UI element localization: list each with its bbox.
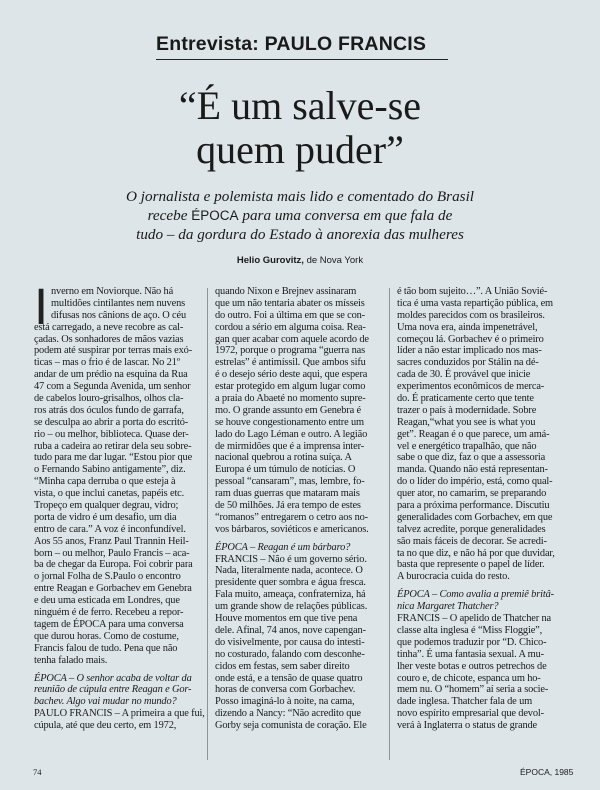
byline-place: de Nova York: [303, 255, 364, 266]
text-line: multidões cintilantes nem nuvens: [51, 297, 186, 309]
column-2-answer-2: [215, 554, 384, 732]
text-line: ram duas guerras que mataram mais: [215, 488, 360, 500]
text-line: Houve momentos em que tive pena: [215, 613, 358, 625]
text-line: 47 com a Segunda Avenida, um senhor: [34, 381, 191, 393]
text-line: basta que represente o papel de líder.: [397, 559, 545, 571]
text-line: rio – ou melhor, biblioteca. Quase der-: [34, 428, 189, 440]
text-line: entro de cara.” A voz é inconfundível.: [34, 523, 186, 535]
column-3-question-3: [397, 589, 566, 613]
text-line: o Fernando Sabino antigamente”, diz.: [34, 464, 186, 476]
text-line: do o líder do império, está, como qual-: [397, 476, 553, 488]
text-line: e deu uma esticada em Londres, que: [34, 595, 180, 607]
text-line: é tão bom sujeito…”. A União Sovié-: [397, 286, 548, 297]
text-line: born – ou melhor, Paulo Francis – aca-: [34, 547, 190, 559]
text-line: dele. Afinal, 74 anos, nove capengan-: [215, 624, 366, 636]
text-line: Posso imaginá-lo à noite, na cama,: [215, 696, 355, 708]
text-line: bachev. Algo vai mudar no mundo?: [34, 696, 177, 708]
dek: [100, 187, 500, 244]
text-line: çadas. Os sonhadores de mãos vazias: [34, 333, 184, 345]
text-line: começou lá. Gorbachev é o primeiro: [397, 333, 544, 345]
text-line: Fala muito, ameaça, confraterniza, há: [215, 589, 366, 601]
text-line: são mais fáceis de decorar. Se acredi-: [397, 535, 547, 547]
text-line: gan quer acabar com aquele acordo de: [215, 333, 369, 345]
drop-cap: I: [34, 278, 49, 335]
text-line: tagem de ÉPOCA para uma conversa: [34, 618, 184, 630]
text-line: tinha”. É uma fantasia sexual. A mu-: [397, 648, 544, 660]
byline: [0, 255, 600, 266]
text-line: sacres conduzidos por Stálin na dé-: [397, 357, 539, 369]
text-line: cordou a sério em alguma coisa. Rea-: [215, 321, 366, 333]
text-line: moldes parecidos com os brasileiros.: [397, 309, 545, 321]
text-line: que durou horas. Como de costume,: [34, 630, 179, 642]
text-line: vista, o que inclui canetas, papéis etc.: [34, 488, 185, 500]
text-line: Aos 55 anos, Franz Paul Trannin Heil-: [34, 535, 189, 547]
text-line: couro e, de chicote, espanca um ho-: [397, 672, 541, 684]
text-line: ninguém é de ferro. Recebeu a repor-: [34, 607, 184, 619]
column-3-paragraph-1: [397, 286, 566, 583]
text-line: de 50 milhões. Já era tempo de estes: [215, 500, 361, 512]
text-line: Nada, literalmente nada, acontece. O: [215, 565, 363, 577]
epoca-logo-word: ÉPOCA: [191, 208, 239, 223]
text-line: do. É praticamente certo que tente: [397, 393, 534, 405]
text-line: A burocracia cuida do resto.: [397, 571, 510, 583]
text-line: se houve congestionamento entre um: [215, 416, 364, 428]
text-line: onde está, e a tensão de quase quatro: [215, 672, 363, 684]
text-line: Reagan,“what you see is what you: [397, 416, 536, 428]
byline-author: Helio Gurovitz,: [236, 255, 304, 266]
dek-line-1: O jornalista e polemista mais lido e comentado do Brasil: [125, 188, 475, 205]
text-line: generalidades com Gorbachev, em que: [397, 511, 553, 523]
text-line: quer ator, no camarim, se preparando: [397, 488, 547, 500]
text-line: de mirmidões que é a imprensa inter-: [215, 440, 365, 452]
text-line: get”. Reagan é o que parece, um amá-: [397, 428, 550, 440]
text-line: dade inglesa. Thatcher fala de um: [397, 696, 533, 708]
text-line: vel e energético trapalhão, que não: [397, 440, 537, 452]
text-column-1: [34, 278, 205, 732]
text-line: PAULO FRANCIS – A primeira a que fui,: [34, 708, 205, 720]
text-line: nacional quebrou a rotina suíça. A: [215, 452, 352, 464]
column-1-paragraph-1: [34, 278, 203, 667]
text-line: cidos em festas, sem saber direito: [215, 660, 350, 672]
text-line: é o desejo sério deste aqui, que espera: [215, 369, 368, 381]
headline-line-1: “É um salve-se: [178, 83, 422, 128]
text-line: tica é uma vasta repartição pública, em: [397, 297, 553, 309]
text-line: quando Nixon e Brejnev assinaram: [215, 286, 357, 297]
text-column-2: [215, 286, 384, 732]
text-line: tenha falado mais.: [34, 654, 108, 666]
text-line: lher veste botas e outros petrechos de: [397, 660, 547, 672]
text-line: nverno em Noviorque. Não há: [51, 286, 174, 297]
dek-line-2: recebe ÉPOCA para uma conversa em que fala de: [147, 207, 453, 224]
text-line: Europa é um túmulo de notícias. O: [215, 464, 356, 476]
text-line: mo. O grande assunto em Genebra é: [215, 404, 361, 416]
column-divider-2: [389, 288, 390, 760]
column-3-answer-3: [397, 613, 566, 732]
text-line: que um não tentaria abater os mísseis: [215, 297, 365, 309]
text-line: andar de um prédio na esquina da Rua: [34, 369, 188, 381]
text-line: de cabelos louro-grisalhos, olhos cla-: [34, 393, 184, 405]
text-line: talvez acredite, porque generalidades: [397, 523, 546, 535]
text-line: horas de conversa com Gorbachev.: [215, 684, 356, 696]
section-kicker: Entrevista: PAULO FRANCIS: [156, 33, 427, 55]
text-line: Uma nova era, ainda impenetrável,: [397, 321, 538, 333]
text-line: presidente quer sombra e água fresca.: [215, 577, 366, 589]
text-line: cada de 30. É provável que inicie: [397, 369, 531, 381]
text-line: está carregado, a neve recobre as cal-: [34, 321, 184, 333]
text-line: verá à Inglaterra o status de grande: [397, 720, 537, 732]
text-line: vos bárbaros, soviéticos e americanos.: [215, 523, 369, 535]
kicker-underline: [156, 59, 448, 60]
column-1-question-1: [34, 673, 203, 709]
text-line: FRANCIS – Não é um governo sério.: [215, 553, 367, 565]
issue-label: ÉPOCA, 1985: [520, 767, 574, 777]
text-line: ÉPOCA – O senhor acaba de voltar da: [34, 672, 192, 684]
text-line: trazer o país à modernidade. Sobre: [397, 404, 537, 416]
text-line: lado do Lago Léman e outro. A legião: [215, 428, 368, 440]
text-line: classe alta inglesa é “Miss Floggie”,: [397, 624, 543, 636]
text-line: podem até suspirar por terras mais exó-: [34, 345, 193, 357]
text-line: ruba a cadeira ao retirar dela seu sobre-: [34, 440, 192, 452]
text-line: Gorby seja comunista de coração. Ele: [215, 720, 367, 732]
text-line: estar protegido em algum lugar como: [215, 381, 366, 393]
text-line: dizendo a Nancy: “Não acredito que: [215, 708, 361, 720]
text-line: “romanos” entregarem o cetro aos no-: [215, 511, 368, 523]
text-line: o jornal Folha de S.Paulo o encontro: [34, 571, 181, 583]
text-line: tudo para me dar lugar. “Estou pior que: [34, 452, 193, 464]
text-line: ta no que diz, e não há por que duvidar,: [397, 547, 555, 559]
text-line: um grande show de relações públicas.: [215, 601, 368, 613]
text-line: Francis falou de tudo. Pena que não: [34, 642, 178, 654]
headline-line-2: quem puder”: [196, 127, 404, 172]
text-line: a praia do Abaeté no momento supre-: [215, 393, 366, 405]
text-line: ticas – mas o frio é de lascar. No 21º: [34, 357, 180, 369]
dek-line-3: tudo – da gordura do Estado à anorexia das mulheres: [136, 226, 464, 243]
text-line: do outro. Foi a última em que se con-: [215, 309, 365, 321]
text-line: no costurado, falando com desconhe-: [215, 648, 365, 660]
text-line: 1972, porque o programa “guerra nas: [215, 345, 365, 357]
text-line: “Minha capa derruba o que esteja à: [34, 476, 176, 488]
column-2-question-2: ÉPOCA – Reagan é um bárbaro?: [215, 541, 351, 553]
text-line: experimentos econômicos de merca-: [397, 381, 545, 393]
column-divider-1: [207, 288, 208, 760]
column-2-paragraph-1: [215, 286, 384, 536]
text-line: do visivelmente, por causa do intesti-: [215, 636, 365, 648]
text-column-3: [397, 286, 566, 732]
text-line: estrelas” é antimíssil. Que ambos sifu: [215, 357, 366, 369]
text-line: nica Margaret Thatcher?: [397, 601, 499, 613]
text-line: Tropeço em qualquer degrau, vidro;: [34, 500, 179, 512]
text-line: líder a não estar implicado nos mas-: [397, 345, 542, 357]
text-line: novo espírito empresarial que devol-: [397, 708, 544, 720]
text-line: mem nu. O “homem” aí seria a socie-: [397, 684, 549, 696]
text-line: entre Reagan e Gorbachev em Genebra: [34, 583, 192, 595]
text-line: ros atrás dos óculos fundo de garrafa,: [34, 404, 184, 416]
text-line: difusas nos cânions de aço. O céu: [51, 309, 186, 321]
text-line: porta de vidro é um desafio, um dia: [34, 511, 177, 523]
text-line: manda. Quando não está representan-: [397, 464, 548, 476]
column-1-answer-1: [34, 708, 203, 732]
text-line: reunião de cúpula entre Reagan e Gor-: [34, 684, 192, 696]
text-line: ÉPOCA – Como avalia a premiê britâ-: [397, 589, 554, 601]
text-line: FRANCIS – O apelido de Thatcher na: [397, 613, 552, 625]
page-number: 74: [33, 767, 42, 777]
text-line: ba de chegar da Europa. Foi cobrir para: [34, 559, 193, 571]
headline: [60, 84, 540, 172]
text-line: para a próxima performance. Discutiu: [397, 500, 550, 512]
text-line: cúpula, até que deu certo, em 1972,: [34, 720, 177, 732]
text-line: pessoal “cansaram”, mas, lembre, fo-: [215, 476, 365, 488]
text-line: sabe o que diz, faz o que a assessoria: [397, 452, 546, 464]
text-line: se desculpa ao abrir a porta do escritó-: [34, 416, 189, 428]
text-line: que podemos traduzir por “D. Chico-: [397, 636, 547, 648]
